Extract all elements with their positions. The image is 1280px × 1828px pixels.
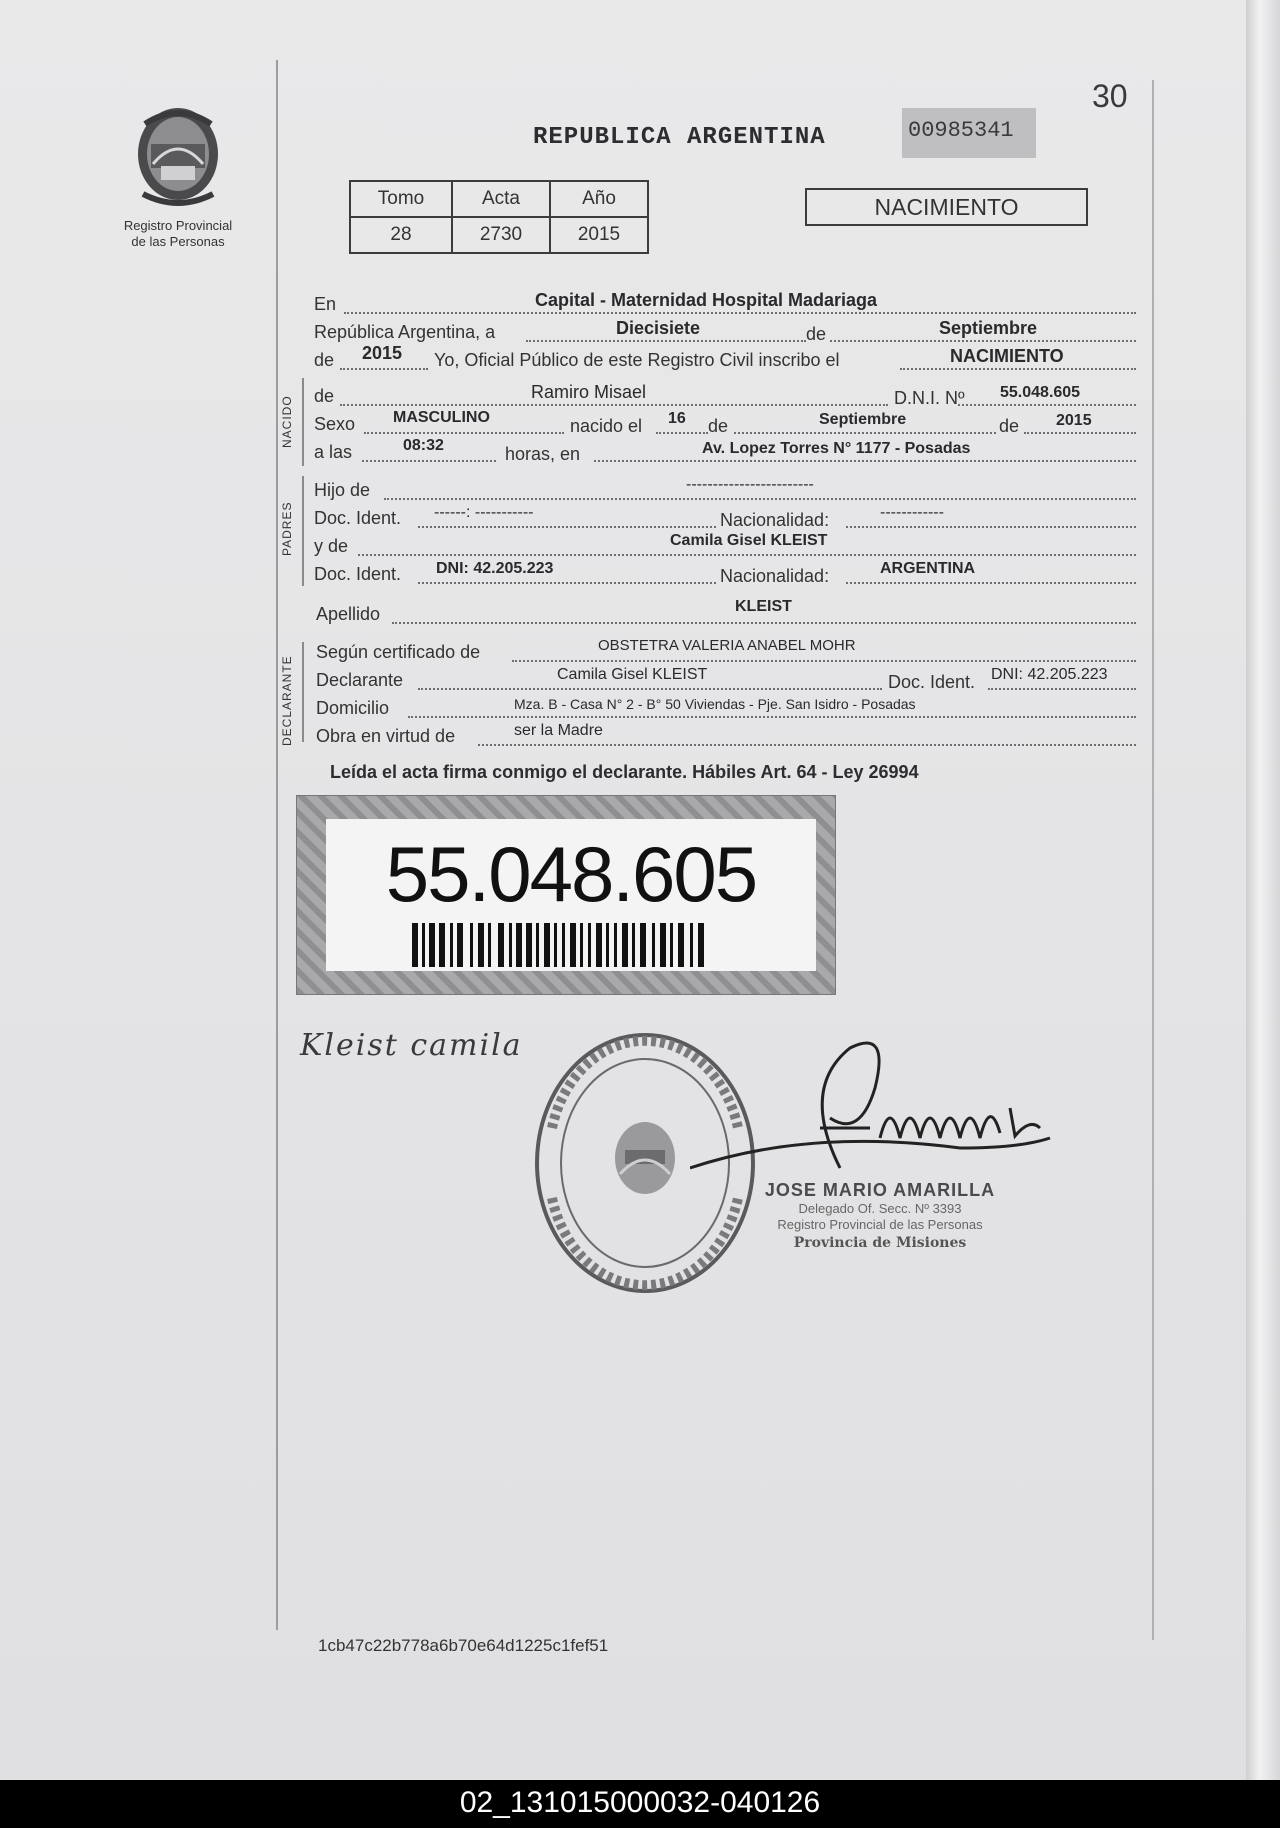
value-declarant-name: Camila Gisel KLEIST [557,666,708,683]
document-heading: REPUBLICA ARGENTINA [533,124,826,151]
dotted-line [478,744,1136,746]
signatory-province: Provincia de Misiones [793,1235,967,1251]
label-father-doc: Doc. Ident. [314,508,402,528]
label-dni: D.N.I. Nº [894,388,965,408]
value-address: Mza. B - Casa N° 2 - B° 50 Viviendas - Pje. San Isidro - Posadas [514,696,916,712]
label-a-las: a las [314,442,353,462]
dotted-line [512,660,1136,662]
dotted-line [344,312,1136,314]
dotted-line [408,716,1136,718]
dotted-line [846,582,1136,584]
signature-icon [690,1028,1070,1178]
serial-number: 00985341 [902,108,1036,158]
handwritten-note: Kleist camila [300,1028,523,1063]
value-day-words: Diecisiete [616,318,701,338]
provincial-crest-icon [133,104,223,214]
scan-file-id: 02_131015000032-040126 [459,1786,821,1819]
label-domicilio: Domicilio [316,698,390,718]
registry-logo [118,104,238,250]
reference-header-row [350,181,648,217]
signatory-name: JOSE MARIO AMARILLA [764,1180,996,1200]
page-number: 30 [1092,78,1128,114]
dotted-line [340,404,888,406]
dotted-line [418,526,716,528]
value-year: 2015 [362,343,403,363]
label-mother-doc: Doc. Ident. [314,564,402,584]
section-label-nacido: NACIDO [280,395,294,448]
value-mother-doc: DNI: 42.205.223 [436,560,554,577]
dotted-line [340,368,428,370]
left-margin-rule [276,60,278,1630]
label-father-nationality: Nacionalidad: [720,510,830,530]
label-year-de: de [314,350,335,370]
dotted-line [734,432,996,434]
label-republica: República Argentina, a [314,322,496,342]
value-sex: MASCULINO [393,409,490,426]
value-month: Septiembre [939,318,1038,338]
section-label-padres: PADRES [280,501,294,556]
record-type-box: NACIMIENTO [805,188,1088,226]
dotted-line [656,432,708,434]
label-en: En [314,294,337,314]
value-place-of-record: Capital - Maternidad Hospital Madariaga [535,290,878,310]
reference-header-acta: Acta [452,181,550,217]
label-y-de: y de [314,536,349,556]
signatory-role: Delegado Of. Secc. Nº 3393 [798,1201,962,1216]
label-birth-de: de [708,416,729,436]
dotted-line [900,368,1136,370]
label-declarante: Declarante [316,670,404,690]
dotted-line [526,340,806,342]
label-nacido-de: de [314,386,335,406]
label-hijo-de: Hijo de [314,480,371,500]
signatory-office: Registro Provincial de las Personas [777,1217,983,1232]
dotted-line [418,582,716,584]
barcode-icon [412,923,732,967]
value-declarant-doc: DNI: 42.205.223 [991,666,1108,683]
value-birth-time: 08:32 [403,437,444,454]
reference-value-row [350,217,648,253]
dotted-line [1024,432,1136,434]
reference-value-tomo: 28 [350,217,452,253]
oficial-statement: Yo, Oficial Público de este Registro Civil inscribo el [434,350,840,370]
value-birth-year: 2015 [1056,412,1092,429]
value-child-name: Ramiro Misael [531,382,647,402]
reference-header-tomo: Tomo [350,181,452,217]
dotted-line [594,460,1136,462]
sticker-label [326,819,816,971]
label-declarant-doc: Doc. Ident. [888,672,976,692]
reference-value-acta: 2730 [452,217,550,253]
value-certifier: OBSTETRA VALERIA ANABEL MOHR [598,637,856,654]
value-father-doc: ------: ----------- [434,504,534,521]
page-edge [1246,0,1280,1780]
value-capacity: ser la Madre [514,722,603,739]
label-certificado: Según certificado de [316,642,481,662]
label-obra: Obra en virtud de [316,726,456,746]
label-mother-nationality: Nacionalidad: [720,566,830,586]
dotted-line [988,688,1136,690]
dotted-line [846,526,1136,528]
reference-table [349,180,649,254]
value-mother-name: Camila Gisel KLEIST [670,532,828,549]
legal-statement: Leída el acta firma conmigo el declarante. Hábiles Art. 64 - Ley 26994 [330,762,919,782]
dotted-line [384,498,1136,500]
label-nacido-el: nacido el [570,416,643,436]
label-de: de [806,324,827,344]
section-rule [302,476,304,586]
reference-header-ano: Año [550,181,648,217]
value-birth-month: Septiembre [819,411,907,428]
registry-name [118,218,238,250]
dotted-line [362,460,496,462]
label-birth-de2: de [999,416,1020,436]
dotted-line [364,432,564,434]
reference-value-ano: 2015 [550,217,648,253]
signatory-block [740,1180,1020,1251]
dotted-line [418,688,882,690]
value-act: NACIMIENTO [950,346,1064,366]
value-birth-place: Av. Lopez Torres N° 1177 - Posadas [702,440,971,457]
value-mother-nationality: ARGENTINA [880,560,976,577]
label-apellido: Apellido [316,604,381,624]
document-hash: 1cb47c22b778a6b70e64d1225c1fef51 [318,1636,609,1655]
value-surname: KLEIST [735,598,792,615]
registry-name-line2: de las Personas [131,234,225,249]
dni-sticker [296,795,836,995]
dotted-line [358,554,1136,556]
value-child-dni: 55.048.605 [1000,384,1081,401]
value-birth-day: 16 [668,410,686,427]
section-rule [302,378,304,466]
label-horas-en: horas, en [505,444,581,464]
sticker-number: 55.048.605 [385,830,757,918]
registry-name-line1: Registro Provincial [123,218,233,233]
dotted-line [958,404,1136,406]
section-rule [302,642,304,742]
label-sexo: Sexo [314,414,356,434]
right-margin-rule [1152,80,1154,1640]
dotted-line [830,340,1136,342]
value-father-name: ------------------------ [686,476,814,493]
value-father-nationality: ------------ [880,504,944,521]
section-label-declarante: DECLARANTE [280,655,294,746]
dotted-line [392,622,1136,624]
